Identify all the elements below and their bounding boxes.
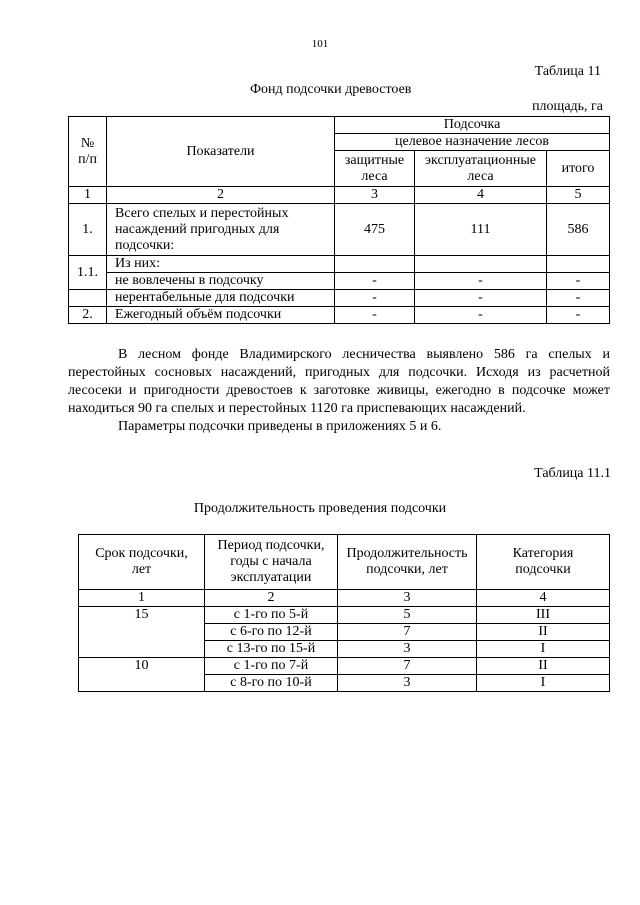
row-name: Из них: bbox=[107, 256, 335, 273]
row-exploitation: - bbox=[415, 290, 547, 307]
row-duration: 3 bbox=[338, 641, 477, 658]
row-duration: 7 bbox=[338, 658, 477, 675]
page-number: 101 bbox=[311, 38, 329, 50]
row-exploitation: - bbox=[415, 307, 547, 324]
table-11 bbox=[68, 116, 610, 324]
row-total: - bbox=[547, 273, 610, 290]
header-term: Срок подсочки, лет bbox=[79, 535, 205, 590]
row-duration: 7 bbox=[338, 624, 477, 641]
row-total: 586 bbox=[547, 204, 610, 256]
paragraph: В лесном фонде Владимирского лесничества выявлено 586 га спелых и перестойных сосновых насаждений, пригодных для подсочки. Исходя из расчетной лесосеки и пригодности древостоев к заготовке живицы, ежегодно в подсочке может находиться 90 га спелых и перестойных 1120 га приспевающих насаждений. bbox=[68, 347, 610, 416]
header-exploitation: эксплуатационные леса bbox=[415, 151, 547, 187]
column-number: 3 bbox=[335, 187, 415, 204]
header-indicators: Показатели bbox=[107, 117, 335, 187]
row-name: Всего спелых и перестойных насаждений пригодных для подсочки: bbox=[107, 204, 335, 256]
table-11-1-title: Продолжительность проведения подсочки bbox=[193, 501, 447, 516]
header-num: № п/п bbox=[69, 117, 107, 187]
header-protective: защитные леса bbox=[335, 151, 415, 187]
table-row bbox=[79, 658, 610, 675]
row-category: I bbox=[477, 641, 610, 658]
row-term: 10 bbox=[79, 658, 205, 692]
row-period: с 8-го по 10-й bbox=[205, 675, 338, 692]
row-exploitation: - bbox=[415, 273, 547, 290]
row-period: с 1-го по 7-й bbox=[205, 658, 338, 675]
row-protective: - bbox=[335, 290, 415, 307]
row-category: III bbox=[477, 607, 610, 624]
row-exploitation bbox=[415, 256, 547, 273]
row-protective: 475 bbox=[335, 204, 415, 256]
column-number: 1 bbox=[79, 590, 205, 607]
row-name: нерентабельные для подсочки bbox=[107, 290, 335, 307]
row-name: не вовлечены в подсочку bbox=[107, 273, 335, 290]
column-numbers-row bbox=[69, 187, 610, 204]
table-11-title: Фонд подсочки древостоев bbox=[250, 82, 412, 97]
column-number: 4 bbox=[415, 187, 547, 204]
row-category: II bbox=[477, 624, 610, 641]
row-name: Ежегодный объём подсочки bbox=[107, 307, 335, 324]
row-num: 2. bbox=[69, 307, 107, 324]
table-row bbox=[69, 290, 610, 307]
column-number: 4 bbox=[477, 590, 610, 607]
header-total: итого bbox=[547, 151, 610, 187]
table-11-unit: площадь, га bbox=[532, 99, 603, 114]
body-text bbox=[68, 346, 610, 436]
column-number: 2 bbox=[205, 590, 338, 607]
table-row bbox=[69, 256, 610, 273]
table-row bbox=[69, 204, 610, 256]
row-num bbox=[69, 290, 107, 307]
column-number: 5 bbox=[547, 187, 610, 204]
row-num: 1.1. bbox=[69, 256, 107, 290]
row-protective bbox=[335, 256, 415, 273]
header-category: Категория подсочки bbox=[477, 535, 610, 590]
row-protective: - bbox=[335, 273, 415, 290]
header-duration: Продолжительность подсочки, лет bbox=[338, 535, 477, 590]
row-protective: - bbox=[335, 307, 415, 324]
row-exploitation: 111 bbox=[415, 204, 547, 256]
row-num: 1. bbox=[69, 204, 107, 256]
header-tapping: Подсочка bbox=[335, 117, 610, 134]
row-term: 15 bbox=[79, 607, 205, 658]
row-duration: 3 bbox=[338, 675, 477, 692]
column-numbers-row bbox=[79, 590, 610, 607]
column-number: 3 bbox=[338, 590, 477, 607]
row-category: I bbox=[477, 675, 610, 692]
row-period: с 13-го по 15-й bbox=[205, 641, 338, 658]
header-purpose: целевое назначение лесов bbox=[335, 134, 610, 151]
row-total: - bbox=[547, 307, 610, 324]
row-period: с 6-го по 12-й bbox=[205, 624, 338, 641]
paragraph: Параметры подсочки приведены в приложениях 5 и 6. bbox=[118, 419, 442, 434]
header-period: Период подсочки, годы с начала эксплуатации bbox=[205, 535, 338, 590]
table-row bbox=[79, 607, 610, 624]
column-number: 1 bbox=[69, 187, 107, 204]
row-category: II bbox=[477, 658, 610, 675]
table-row bbox=[69, 273, 610, 290]
row-total bbox=[547, 256, 610, 273]
table-11-label: Таблица 11 bbox=[534, 64, 601, 79]
row-period: с 1-го по 5-й bbox=[205, 607, 338, 624]
row-total: - bbox=[547, 290, 610, 307]
column-number: 2 bbox=[107, 187, 335, 204]
table-11-1 bbox=[78, 534, 610, 692]
row-duration: 5 bbox=[338, 607, 477, 624]
table-11-1-label: Таблица 11.1 bbox=[534, 466, 611, 481]
table-row bbox=[69, 307, 610, 324]
